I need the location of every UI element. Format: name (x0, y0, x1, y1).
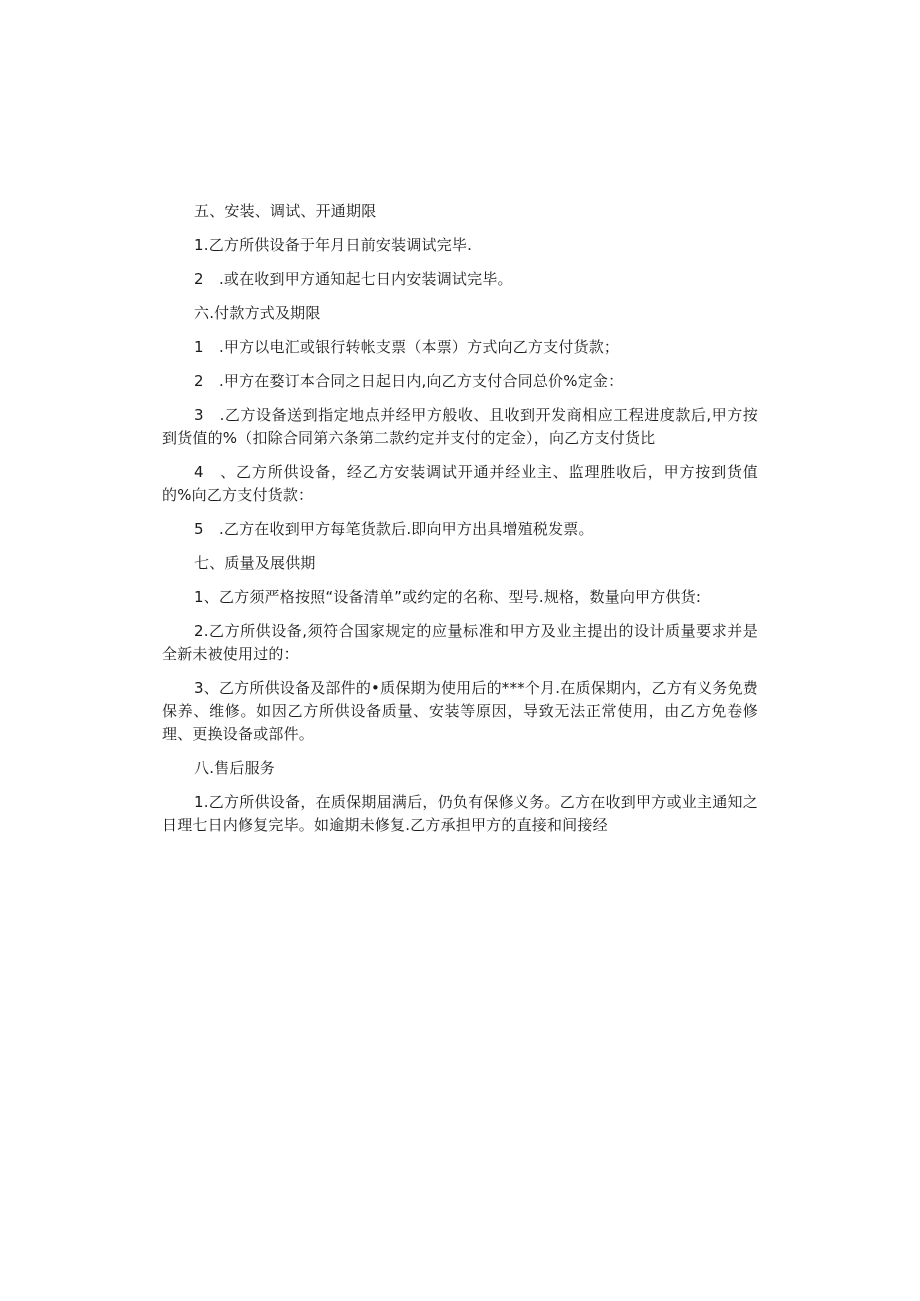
clause-paragraph: 1.乙方所供设备，在质保期届满后，仍负有保修义务。乙方在收到甲方或业主通知之日理七日内修复完毕。如逾期未修复.乙方承担甲方的直接和间接经 (162, 793, 758, 834)
clause-paragraph: 4 、乙方所供设备，经乙方安装调试开通并经业主、监理胜收后，甲方按到货值的%向乙方支付货款： (162, 463, 758, 504)
clause-paragraph: 1 .甲方以电汇或银行转帐支票（本票）方式向乙方支付货款； (194, 338, 620, 356)
clause-paragraph: 3 .乙方设备送到指定地点并经甲方般收、且收到开发商相应工程进度款后,甲方按到货值的%（扣除合同第六条第二款约定并支付的定金），向乙方支付货比 (162, 406, 758, 447)
section-heading-quality: 七、质量及展供期 (194, 554, 316, 572)
clause-paragraph: 1.乙方所供设备于年月日前安装调试完毕. (194, 236, 473, 254)
clause-paragraph: 1、乙方须严格按照“设备清单”或约定的名称、型号.规格，数量向甲方供货: (194, 588, 702, 606)
document-body (162, 200, 758, 848)
section-heading-after-sales: 八.售后服务 (194, 759, 275, 777)
clause-paragraph: 2 .或在收到甲方通知起七日内安装调试完毕。 (194, 270, 513, 288)
section-heading-installation: 五、安装、调试、开通期限 (194, 202, 377, 220)
clause-paragraph: 5 .乙方在收到甲方每笔货款后.即向甲方出具增殖税发票。 (194, 520, 594, 538)
clause-paragraph: 3、乙方所供设备及部件的•质保期为使用后的***个月.在质保期内，乙方有义务免费保养、维修。如因乙方所供设备质量、安装等原因，导致无法正常使用，由乙方免卷修理、更换设备或部件。 (162, 679, 758, 743)
clause-paragraph: 2 .甲方在婺订本合同之日起日内,向乙方支付合同总价%定金： (194, 372, 624, 390)
clause-paragraph: 2.乙方所供设备,须符合国家规定的应量标准和甲方及业主提出的设计质量要求并是全新未被使用过的： (162, 622, 758, 663)
section-heading-payment: 六.付款方式及期限 (194, 304, 321, 322)
